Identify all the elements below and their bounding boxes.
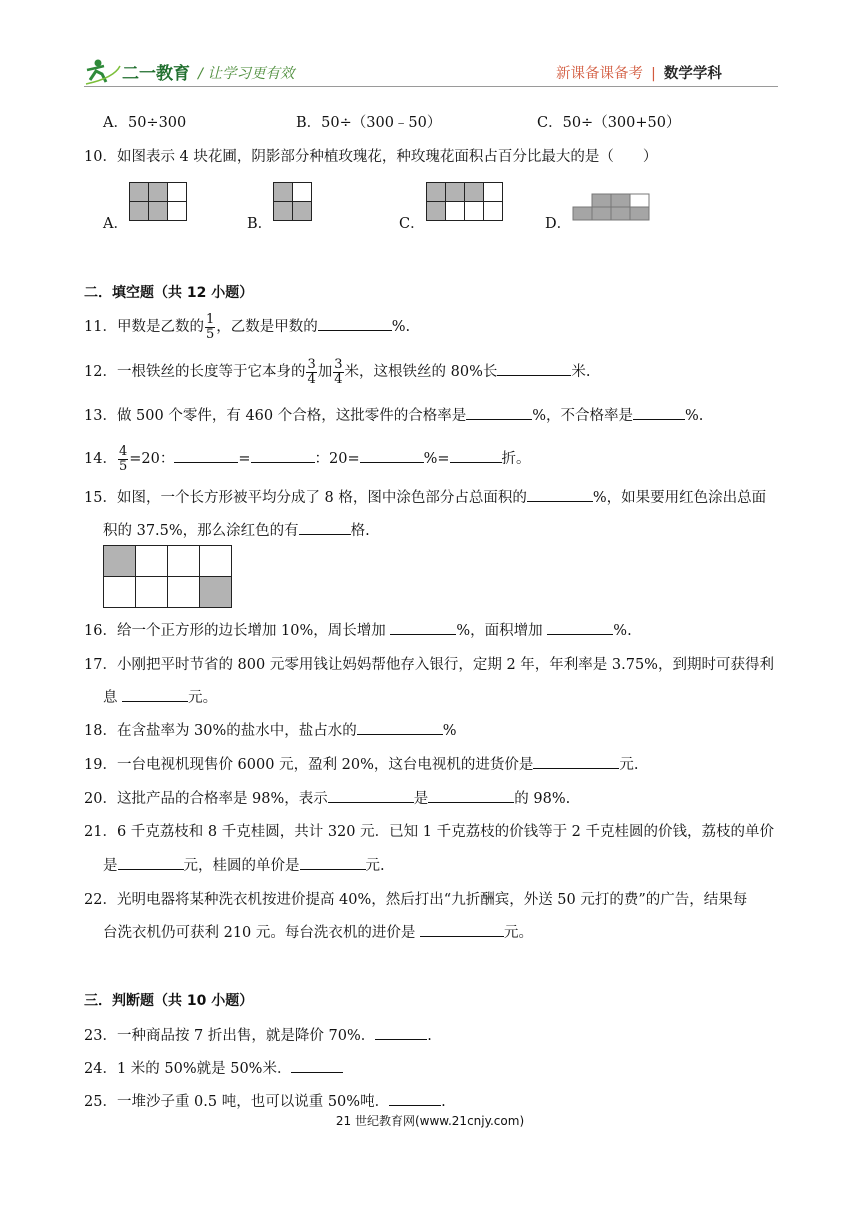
- slogan: / 让学习更有效: [198, 66, 295, 82]
- logo-runner-icon: [84, 58, 194, 86]
- q15-rectangle-figure: [103, 545, 232, 608]
- answer-blank[interactable]: [389, 1091, 441, 1106]
- answer-blank[interactable]: [291, 1058, 343, 1073]
- q15-line-2: 积的 37.5%，那么涂红色的有 格.: [103, 519, 370, 540]
- answer-blank[interactable]: [527, 487, 593, 502]
- q16: 16．给一个正方形的边长增加 10%，周长增加 %，面积增加 %.: [84, 619, 632, 640]
- q9-option-b: B．50÷（300﹣50）: [296, 115, 442, 131]
- q10-label-b: B．: [247, 216, 273, 232]
- answer-blank[interactable]: [122, 687, 188, 702]
- header-red-text: 新课备课备考: [556, 66, 643, 82]
- section-2-title: 二．填空题（共 12 小题）: [84, 285, 254, 301]
- header-subject-name: 数学学科: [663, 66, 722, 82]
- q13: 13．做 500 个零件，有 460 个合格，这批零件的合格率是 %，不合格率是 %.: [84, 404, 703, 425]
- section-3-title: 三．判断题（共 10 小题）: [84, 993, 254, 1009]
- q24: 24．1 米的 50%就是 50%米．: [84, 1057, 343, 1078]
- answer-blank[interactable]: [174, 448, 238, 463]
- q11: 11．甲数是乙数的 $\frac{1}{5}$ ，乙数是甲数的 %.: [84, 312, 411, 342]
- q18: 18．在含盐率为 30%的盐水中，盐占水的 %: [84, 719, 457, 740]
- answer-blank[interactable]: [118, 855, 184, 870]
- answer-blank[interactable]: [300, 855, 366, 870]
- answer-blank[interactable]: [466, 405, 532, 420]
- q15-line-1: 15．如图，一个长方形被平均分成了 8 格，图中涂色部分占总面积的 %，如果要用红色涂出总面: [84, 486, 766, 507]
- logo-text: 二一教育: [122, 64, 190, 84]
- q17-line-1: 17．小刚把平时节省的 800 元零用钱让妈妈帮他存入银行，定期 2 年，年利率是 3.75%，到期时可获得利: [84, 657, 774, 673]
- answer-blank[interactable]: [390, 620, 456, 635]
- answer-blank[interactable]: [533, 754, 619, 769]
- answer-blank[interactable]: [428, 788, 514, 803]
- header-subject: [556, 62, 722, 83]
- answer-blank[interactable]: [633, 405, 685, 420]
- q10-figure-b: [273, 182, 312, 221]
- q10-figure-c: [426, 182, 503, 221]
- answer-blank[interactable]: [497, 361, 571, 376]
- answer-blank[interactable]: [328, 788, 414, 803]
- q10-text: 10．如图表示 4 块花圃，阴影部分种植玫瑰花，种玫瑰花面积占百分比最大的是（ ）: [84, 149, 658, 165]
- q10-label-c: C．: [399, 216, 425, 232]
- answer-blank[interactable]: [360, 448, 424, 463]
- q10-label-a: A．: [103, 216, 128, 232]
- q21-line-2: 是 元，桂圆的单价是 元.: [103, 854, 385, 875]
- q9-option-a: A．50÷300: [103, 115, 187, 131]
- q20: 20．这批产品的合格率是 98%，表示 是 的 98%.: [84, 787, 570, 808]
- q9-option-c: C．50÷（300+50）: [537, 115, 681, 131]
- q12: 12．一根铁丝的长度等于它本身的 $\frac{3}{4}$ 加 $\frac{3}{4}$ 米，这根铁丝的 80%长 米.: [84, 357, 591, 387]
- q10-figure-d: [572, 193, 652, 225]
- answer-blank[interactable]: [318, 316, 392, 331]
- answer-blank[interactable]: [547, 620, 613, 635]
- q10-label-d: D．: [545, 216, 572, 232]
- answer-blank[interactable]: [299, 520, 351, 535]
- q17-line-2: 息 元。: [103, 686, 217, 707]
- q14: 14． $\frac{4}{5}$ =20： = ：20= %= 折。: [84, 444, 531, 474]
- answer-blank[interactable]: [420, 922, 504, 937]
- q23: 23．一种商品按 7 折出售，就是降价 70%． .: [84, 1024, 432, 1045]
- q21-line-1: 21．6 千克荔枝和 8 千克桂圆，共计 320 元．已知 1 千克荔枝的价钱等于 2 千克桂圆的价钱，荔枝的单价: [84, 824, 775, 840]
- q10-figure-a: [129, 182, 187, 221]
- answer-blank[interactable]: [357, 720, 443, 735]
- q22-line-1: 22．光明电器将某种洗衣机按进价提高 40%，然后打出“九折酬宾，外送 50 元打的费”的广告，结果每: [84, 892, 748, 908]
- q19: 19．一台电视机现售价 6000 元，盈利 20%，这台电视机的进货价是 元.: [84, 753, 639, 774]
- answer-blank[interactable]: [375, 1025, 427, 1040]
- header-divider: [84, 86, 778, 87]
- footer: 21 世纪教育网(www.21cnjy.com): [335, 1114, 525, 1128]
- answer-blank[interactable]: [450, 448, 502, 463]
- q22-line-2: 台洗衣机仍可获利 210 元。每台洗衣机的进价是 元。: [103, 921, 533, 942]
- header-separator: |: [651, 66, 656, 82]
- q25: 25．一堆沙子重 0.5 吨，也可以说重 50%吨． .: [84, 1090, 446, 1111]
- answer-blank[interactable]: [251, 448, 315, 463]
